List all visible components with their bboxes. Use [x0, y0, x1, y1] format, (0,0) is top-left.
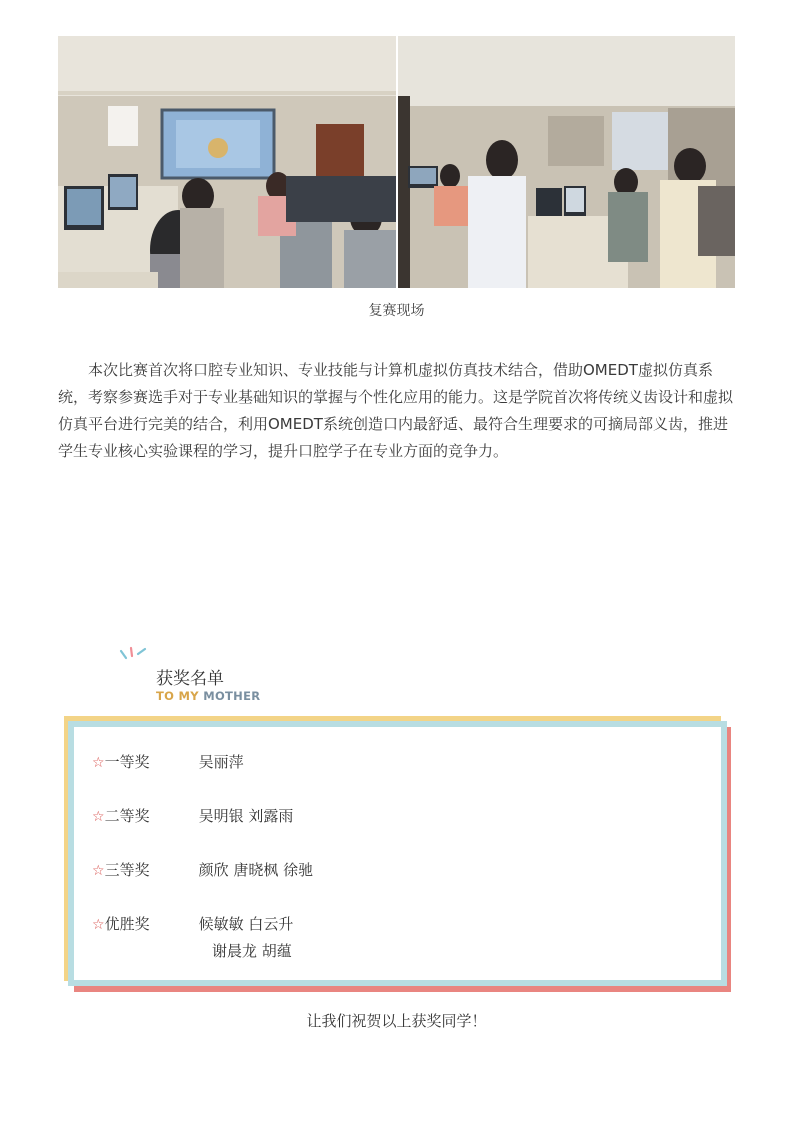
award-row-second	[92, 805, 293, 826]
star-icon: ☆	[92, 809, 105, 825]
awards-section-subtitle	[156, 689, 260, 703]
award-row-first	[92, 751, 244, 772]
award-names: 颜欣 唐晓枫 徐驰	[198, 861, 314, 879]
award-names-continuation: 谢晨龙 胡蕴	[212, 942, 292, 960]
star-icon: ☆	[92, 863, 105, 879]
star-icon: ☆	[92, 917, 105, 933]
award-row-third	[92, 859, 313, 880]
congratulations-text: 让我们祝贺以上获奖同学！	[306, 1012, 487, 1030]
award-names: 吴明银 刘露雨	[198, 807, 294, 825]
award-label: 二等奖	[104, 807, 150, 825]
subtitle-part-1: TO MY	[156, 689, 204, 703]
award-names: 吴丽萍	[198, 753, 244, 771]
award-label: 一等奖	[104, 753, 150, 771]
award-row-merit	[92, 913, 293, 934]
awards-section-title: 获奖名单	[156, 669, 224, 689]
star-icon: ☆	[92, 755, 105, 771]
competition-photo-left	[58, 36, 396, 288]
award-label: 三等奖	[104, 861, 150, 879]
subtitle-part-2: MOTHER	[203, 689, 261, 703]
award-label: 优胜奖	[104, 915, 150, 933]
classroom-scene-left	[58, 36, 396, 288]
classroom-scene-right	[398, 36, 735, 288]
sparkle-decoration-icon	[118, 646, 150, 666]
competition-photo-right	[398, 36, 735, 288]
photo-caption: 复赛现场	[368, 303, 425, 319]
award-names: 候敏敏 白云升	[198, 915, 294, 933]
body-paragraph: 本次比赛首次将口腔专业知识、专业技能与计算机虚拟仿真技术结合，借助OMEDT虚拟仿真系统，考察参赛选手对于专业基础知识的掌握与个性化应用的能力。这是学院首次将传统义齿设计和虚拟仿真平台进行完美的结合，利用OMEDT系统创造口内最舒适、最符合生理要求的可摘局部义齿，推进学生专业核心实验课程的学习，提升口腔学子在专业方面的竞争力。	[58, 361, 734, 460]
